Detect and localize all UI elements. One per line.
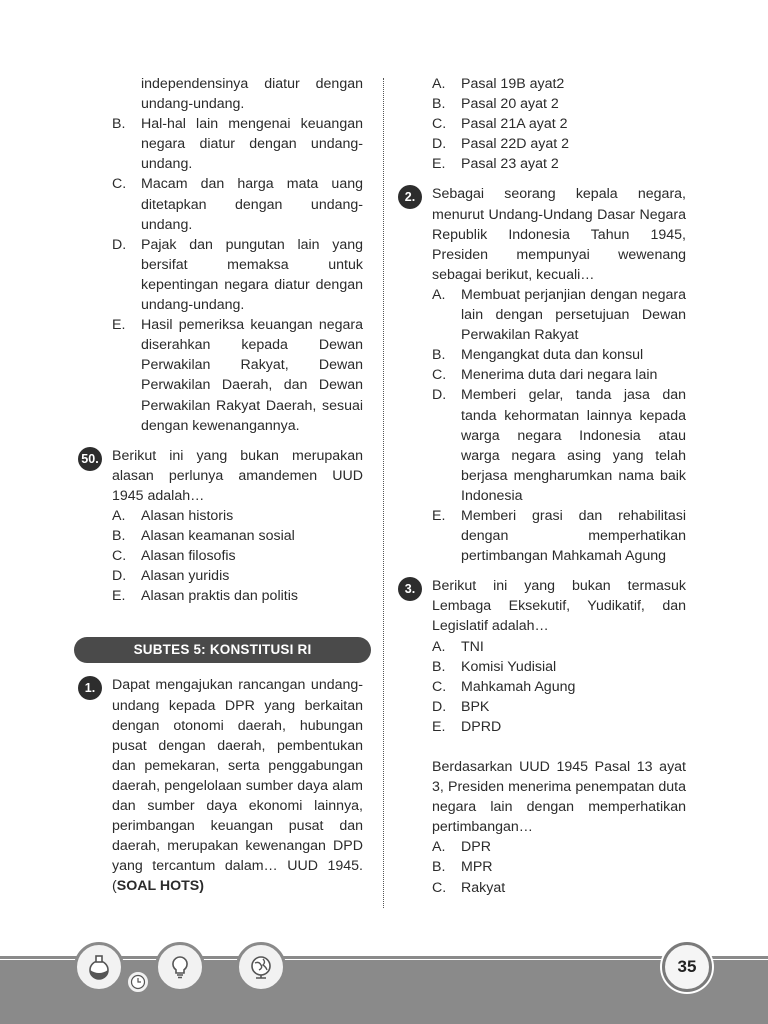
option-item xyxy=(432,94,686,114)
question-text xyxy=(112,675,363,896)
question-number-badge: 3. xyxy=(398,577,422,601)
page-number: 35 xyxy=(662,942,712,992)
option-letter: E. xyxy=(432,718,446,735)
question-text: Berikut ini yang bukan termasuk Lembaga Eksekutif, Yudikatif, dan Legislatif adalah… xyxy=(432,578,686,635)
question-3 xyxy=(398,576,686,737)
option-text: DPR xyxy=(461,839,491,856)
option-text: Pasal 21A ayat 2 xyxy=(461,116,568,133)
option-letter: E. xyxy=(432,156,446,173)
option-item xyxy=(432,697,686,717)
option-text: TNI xyxy=(461,638,484,655)
option-item xyxy=(432,154,686,174)
option-text: Hal-hal lain mengenai keuangan negara diatur dengan undang-undang. xyxy=(141,116,363,173)
option-item xyxy=(432,285,686,345)
question-text: Berdasarkan UUD 1945 Pasal 13 ayat 3, Presiden menerima penempatan duta negara lain dengan memperhatikan pertimbangan… xyxy=(432,759,686,836)
option-item xyxy=(432,506,686,566)
option-letter: A. xyxy=(112,507,126,524)
option-letter: E. xyxy=(112,588,126,605)
option-text: Hasil pemeriksa keuangan negara diserahkan kepada Dewan Perwakilan Rakyat, Dewan Perwakilan Daerah, dan Dewan Perwakilan Rakyat Daerah, sesuai dengan kewenangannya. xyxy=(141,317,363,434)
option-text: Macam dan harga mata uang ditetapkan dengan undang-undang. xyxy=(141,176,363,233)
question-number-badge: 1. xyxy=(78,676,102,700)
option-text: DPRD xyxy=(461,718,502,735)
question-50 xyxy=(78,446,363,607)
option-item xyxy=(112,315,363,436)
option-letter: C. xyxy=(432,678,447,695)
option-item xyxy=(432,878,686,898)
option-text: Alasan keamanan sosial xyxy=(141,528,295,545)
option-letter: B. xyxy=(432,347,446,364)
option-text: Pajak dan pungutan lain yang bersifat memaksa untuk kepentingan negara diatur dengan undang-undang. xyxy=(141,236,363,314)
option-item xyxy=(112,566,363,586)
option-letter: D. xyxy=(112,236,127,253)
option-letter: A. xyxy=(432,638,446,655)
flask-icon xyxy=(74,942,124,992)
hots-close: ) xyxy=(199,878,204,895)
option-letter: C. xyxy=(432,116,447,133)
lightbulb-icon xyxy=(155,942,205,992)
option-item xyxy=(112,235,363,315)
option-text: BPK xyxy=(461,698,490,715)
option-letter: D. xyxy=(432,136,447,153)
option-letter: C. xyxy=(112,176,127,193)
option-item xyxy=(432,134,686,154)
option-text: Pasal 22D ayat 2 xyxy=(461,136,570,153)
option-item xyxy=(112,526,363,546)
question-body: Dapat mengajukan rancangan undang-undang kepada DPR yang berkaitan dengan otonomi daerah, hubungan pusat dengan daerah, pembentukan dan pemekaran, serta penggabungan daerah, pengelolaan sumber daya alam dan sumber daya ekonomi lainnya, perimbangan keuangan pusat dan daerah, merupakan kewenangan DPD yang tercantum dalam… UUD 1945. ( xyxy=(112,677,363,895)
option-letter: A. xyxy=(432,839,446,856)
option-text: Alasan yuridis xyxy=(141,568,230,585)
option-letter: C. xyxy=(112,548,127,565)
option-text: Pasal 20 ayat 2 xyxy=(461,96,559,113)
question-number-badge: 50. xyxy=(78,447,102,471)
option-text: Memberi grasi dan rehabilitasi dengan memperhatikan pertimbangan Mahkamah Agung xyxy=(461,507,686,565)
option-item xyxy=(112,586,363,606)
question-2 xyxy=(398,184,686,566)
option-item xyxy=(112,114,363,174)
option-text: Pasal 19B ayat2 xyxy=(461,76,565,92)
column-divider xyxy=(383,78,384,908)
option-a-continuation: independensinya diatur dengan undang-undang. xyxy=(141,76,363,113)
question-1 xyxy=(78,675,363,896)
option-item xyxy=(432,74,686,94)
option-letter: B. xyxy=(432,96,446,113)
option-letter: E. xyxy=(112,317,126,334)
option-item xyxy=(432,677,686,697)
option-letter: B. xyxy=(112,528,126,545)
option-item xyxy=(432,857,686,877)
option-letter: E. xyxy=(432,507,446,524)
page-footer xyxy=(0,930,768,1024)
option-text: Alasan praktis dan politis xyxy=(141,588,298,605)
option-text: Alasan filosofis xyxy=(141,548,236,565)
option-letter: D. xyxy=(432,387,447,404)
option-item xyxy=(112,546,363,566)
option-letter: B. xyxy=(112,116,126,133)
globe-icon xyxy=(236,942,286,992)
question-text: Berikut ini yang bukan merupakan alasan perlunya amandemen UUD 1945 adalah… xyxy=(112,447,363,504)
option-text: Membuat perjanjian dengan negara lain dengan persetujuan Dewan Perwakilan Rakyat xyxy=(461,286,686,344)
option-item xyxy=(432,345,686,365)
option-text: Memberi gelar, tanda jasa dan tanda kehormatan lainnya kepada warga negara Indonesia atau warga negara asing yang telah berjasa mengharumkan nama baik Indonesia xyxy=(461,387,686,504)
option-item xyxy=(432,657,686,677)
section-header: SUBTES 5: KONSTITUSI RI xyxy=(74,637,371,663)
clock-icon xyxy=(126,970,150,994)
option-item xyxy=(432,837,686,857)
question-4 xyxy=(398,757,686,898)
option-letter: D. xyxy=(112,568,127,585)
hots-label: SOAL HOTS xyxy=(116,878,200,895)
left-column xyxy=(78,74,363,896)
option-letter: C. xyxy=(432,367,447,384)
question-number-badge: 2. xyxy=(398,185,422,209)
option-text: Mahkamah Agung xyxy=(461,678,576,695)
option-text: Mengangkat duta dan konsul xyxy=(461,347,644,364)
option-text: Komisi Yudisial xyxy=(461,658,557,675)
option-text: MPR xyxy=(461,859,493,876)
option-letter: D. xyxy=(432,698,447,715)
option-text: Rakyat xyxy=(461,879,506,896)
q49-options xyxy=(78,114,363,436)
option-letter: A. xyxy=(432,286,446,303)
q1-options xyxy=(398,74,686,174)
option-item xyxy=(432,114,686,134)
option-text: Pasal 23 ayat 2 xyxy=(461,156,559,173)
option-item xyxy=(432,385,686,506)
option-letter: A. xyxy=(432,76,446,92)
option-letter: B. xyxy=(432,658,446,675)
option-item xyxy=(112,174,363,234)
option-item xyxy=(432,717,686,737)
option-item xyxy=(112,506,363,526)
option-letter: C. xyxy=(432,879,447,896)
question-text: Sebagai seorang kepala negara, menurut Undang-Undang Dasar Negara Republik Indonesia Tahun 1945, Presiden mempunyai wewenang sebagai berikut, kecuali… xyxy=(432,186,686,283)
right-column xyxy=(398,74,686,898)
option-text: Menerima duta dari negara lain xyxy=(461,367,658,384)
option-letter: B. xyxy=(432,859,446,876)
option-text: Alasan historis xyxy=(141,507,234,524)
option-item xyxy=(432,637,686,657)
option-item xyxy=(432,365,686,385)
